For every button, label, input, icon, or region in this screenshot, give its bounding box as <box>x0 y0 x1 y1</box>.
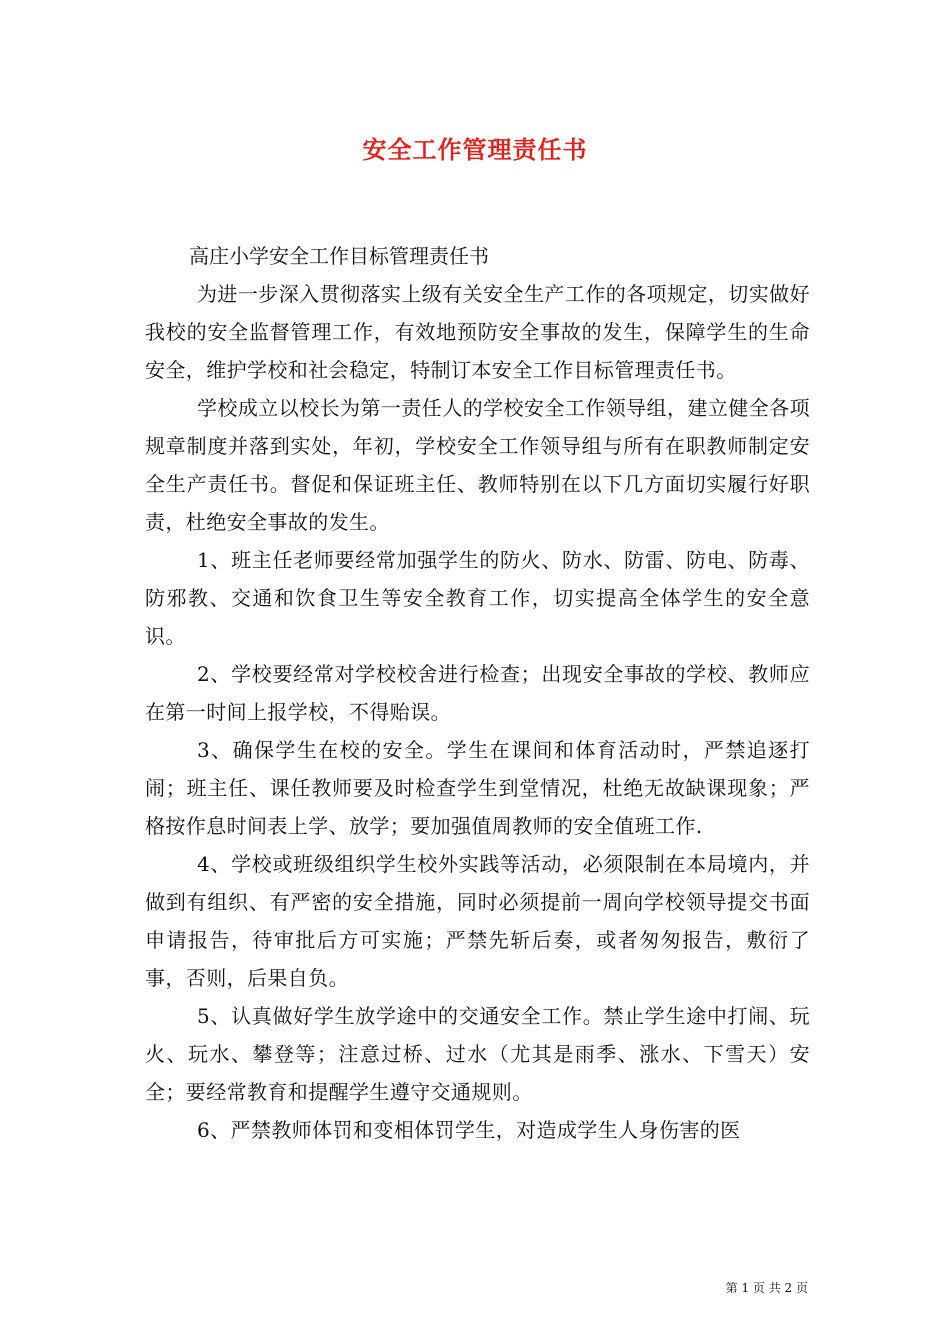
paragraph: 1、班主任老师要经常加强学生的防火、防水、防雷、防电、防毒、防邪教、交通和饮食卫生等安全教育工作，切实提高全体学生的安全意识。 <box>145 548 810 648</box>
paragraph: 2、学校要经常对学校校舍进行检查；出现安全事故的学校、教师应在第一时间上报学校，不得贻误。 <box>145 662 810 724</box>
paragraph: 4、学校或班级组织学生校外实践等活动，必须限制在本局境内，并做到有组织、有严密的安全措施，同时必须提前一周向学校领导提交书面申请报告，待审批后方可实施；严禁先斩后奏，或者匆匆报告，敷衍了事，否则，后果自负。 <box>145 852 810 990</box>
document-subtitle: 高庄小学安全工作目标管理责任书 <box>189 244 489 268</box>
paragraph: 5、认真做好学生放学途中的交通安全工作。禁止学生途中打闹、玩火、玩水、攀登等；注意过桥、过水（尤其是雨季、涨水、下雪天）安全；要经常教育和提醒学生遵守交通规则。 <box>145 1004 810 1104</box>
paragraph: 6、严禁教师体罚和变相体罚学生，对造成学生人身伤害的医 <box>197 1118 741 1142</box>
paragraph: 为进一步深入贯彻落实上级有关安全生产工作的各项规定，切实做好我校的安全监督管理工作，有效地预防安全事故的发生，保障学生的生命安全，维护学校和社会稳定，特制订本安全工作目标管理责任书。 <box>145 282 810 382</box>
page-number: 第 1 页 共 2 页 <box>725 1281 808 1295</box>
document-body <box>145 237 810 1149</box>
paragraph: 学校成立以校长为第一责任人的学校安全工作领导组，建立健全各项规章制度并落到实处，年初，学校安全工作领导组与所有在职教师制定安全生产责任书。督促和保证班主任、教师特别在以下几方面切实履行好职责，杜绝安全事故的发生。 <box>145 396 810 534</box>
document-title: 安全工作管理责任书 <box>362 135 588 164</box>
paragraph: 3、确保学生在校的安全。学生在课间和体育活动时，严禁追逐打闹；班主任、课任教师要及时检查学生到堂情况，杜绝无故缺课现象；严格按作息时间表上学、放学；要加强值周教师的安全值班工作. <box>145 738 810 838</box>
